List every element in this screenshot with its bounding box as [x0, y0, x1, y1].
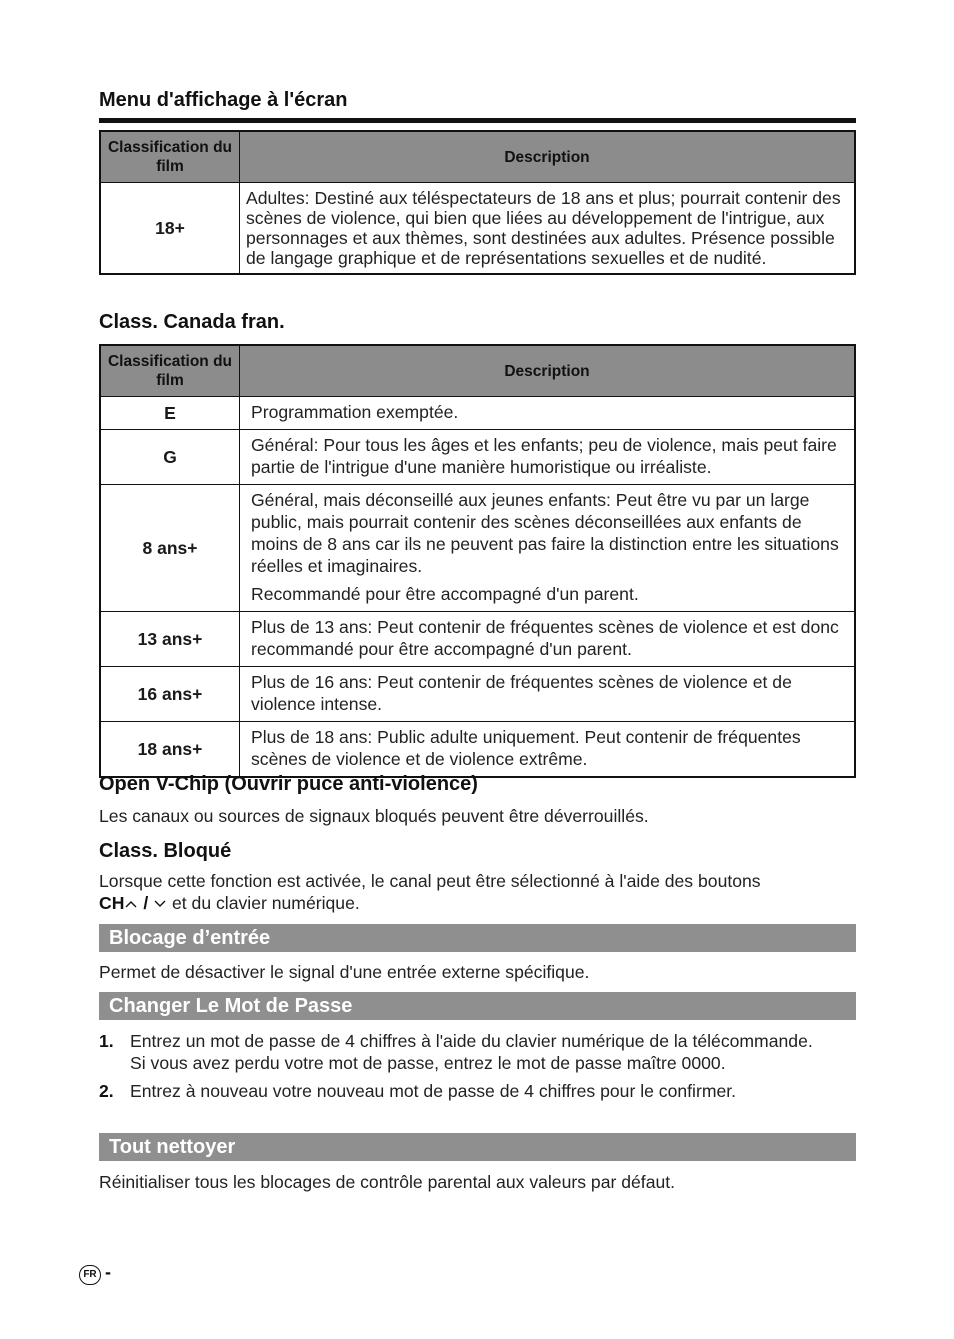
rating-cell: 13 ans+ [100, 612, 240, 667]
description-text: Général, mais déconseillé aux jeunes enfants: Peut être vu par un large public, mais pourrait contenir des scènes déconseillées aux enfants de moins de 8 ans car ils ne peuvent pas faire la distinction entre les situations réelles et imaginaires. [251, 490, 839, 576]
col-header-description: Description [240, 345, 856, 397]
chevron-up-icon [124, 899, 138, 909]
description-text: Programmation exemptée. [251, 402, 459, 422]
description-note: Recommandé pour être accompagné d'un parent. [251, 584, 639, 604]
section-divider [99, 118, 856, 123]
description-text: Général: Pour tous les âges et les enfants; peu de violence, mais peut faire partie de l'intrigue d'une manière humoristique ou irréaliste. [251, 435, 837, 477]
description-cell [240, 612, 856, 667]
section-bar-tout-nettoyer: Tout nettoyer [99, 1133, 856, 1161]
description-cell [240, 667, 856, 722]
col-header-description: Description [240, 131, 856, 183]
description-text: Adultes: Destiné aux téléspectateurs de 18 ans et plus; pourrait contenir des scènes de violence, qui bien que liées au développement de l'intrigue, aux personnages et aux thèmes, sont destinées aux adultes. Présence possible de langage graphique et de représentations sexuelles et de nudité. [246, 188, 841, 268]
rating-cell: 18 ans+ [100, 722, 240, 778]
step-number: 2. [99, 1081, 114, 1101]
step-note: Si vous avez perdu votre mot de passe, entrez le mot de passe maître 0000. [130, 1053, 726, 1073]
rating-table-2 [99, 344, 856, 778]
table-row [100, 397, 855, 430]
open-vchip-text: Les canaux ou sources de signaux bloqués peuvent être déverrouillés. [99, 806, 649, 826]
section-bar-blocage-entree: Blocage d’entrée [99, 924, 856, 952]
blocage-entree-text: Permet de désactiver le signal d'une entrée externe spécifique. [99, 962, 590, 982]
table-header-row [100, 345, 855, 397]
description-text: Plus de 18 ans: Public adulte uniquement. Peut contenir de fréquentes scènes de violence et de violence extrême. [251, 727, 801, 769]
step-text: Entrez à nouveau votre nouveau mot de passe de 4 chiffres pour le confirmer. [130, 1081, 737, 1101]
table-row [100, 667, 855, 722]
rating-cell: 18+ [100, 183, 240, 275]
description-cell [240, 397, 856, 430]
ch-button-label: CH [99, 893, 125, 913]
col-header-classification: Classification du film [100, 131, 240, 183]
class-bloque-text [99, 870, 856, 914]
rating-cell: G [100, 430, 240, 485]
description-text: Plus de 16 ans: Peut contenir de fréquentes scènes de violence et de violence intense. [251, 672, 792, 714]
list-item [99, 1080, 856, 1102]
password-steps [99, 1030, 856, 1102]
table-row [100, 183, 855, 275]
list-item [99, 1030, 856, 1074]
col-header-classification: Classification du film [100, 345, 240, 397]
tout-nettoyer-text: Réinitialiser tous les blocages de contrôle parental aux valeurs par défaut. [99, 1172, 676, 1192]
rating-cell: E [100, 397, 240, 430]
step-text: Entrez un mot de passe de 4 chiffres à l'aide du clavier numérique de la télécommande. [130, 1031, 813, 1051]
description-cell [240, 485, 856, 612]
description-cell [240, 722, 856, 778]
rating-table-1 [99, 130, 856, 275]
section-title-open-vchip: Open V-Chip (Ouvrir puce anti-violence) [99, 773, 478, 795]
description-cell [240, 430, 856, 485]
description-text: Plus de 13 ans: Peut contenir de fréquentes scènes de violence et est donc recommandé pour être accompagné d'un parent. [251, 617, 839, 659]
class-bloque-text-start: Lorsque cette fonction est activée, le canal peut être sélectionné à l'aide des boutons [99, 871, 761, 891]
class-bloque-text-end: et du clavier numérique. [171, 893, 360, 913]
description-cell [240, 183, 856, 275]
section-title-class-canada: Class. Canada fran. [99, 311, 285, 333]
language-badge: FR [79, 1265, 101, 1285]
table-row [100, 722, 855, 778]
rating-cell: 16 ans+ [100, 667, 240, 722]
ch-slash: / [143, 893, 149, 913]
page-number-dash: - [105, 1262, 111, 1282]
section-bar-changer-mot-de-passe: Changer Le Mot de Passe [99, 992, 856, 1020]
chevron-down-icon [153, 899, 167, 909]
step-number: 1. [99, 1031, 114, 1051]
table-row [100, 485, 855, 612]
table-row [100, 430, 855, 485]
table-header-row [100, 131, 855, 183]
section-title-menu-affichage: Menu d'affichage à l'écran [99, 89, 348, 111]
table-row [100, 612, 855, 667]
section-title-class-bloque: Class. Bloqué [99, 840, 232, 862]
rating-cell: 8 ans+ [100, 485, 240, 612]
